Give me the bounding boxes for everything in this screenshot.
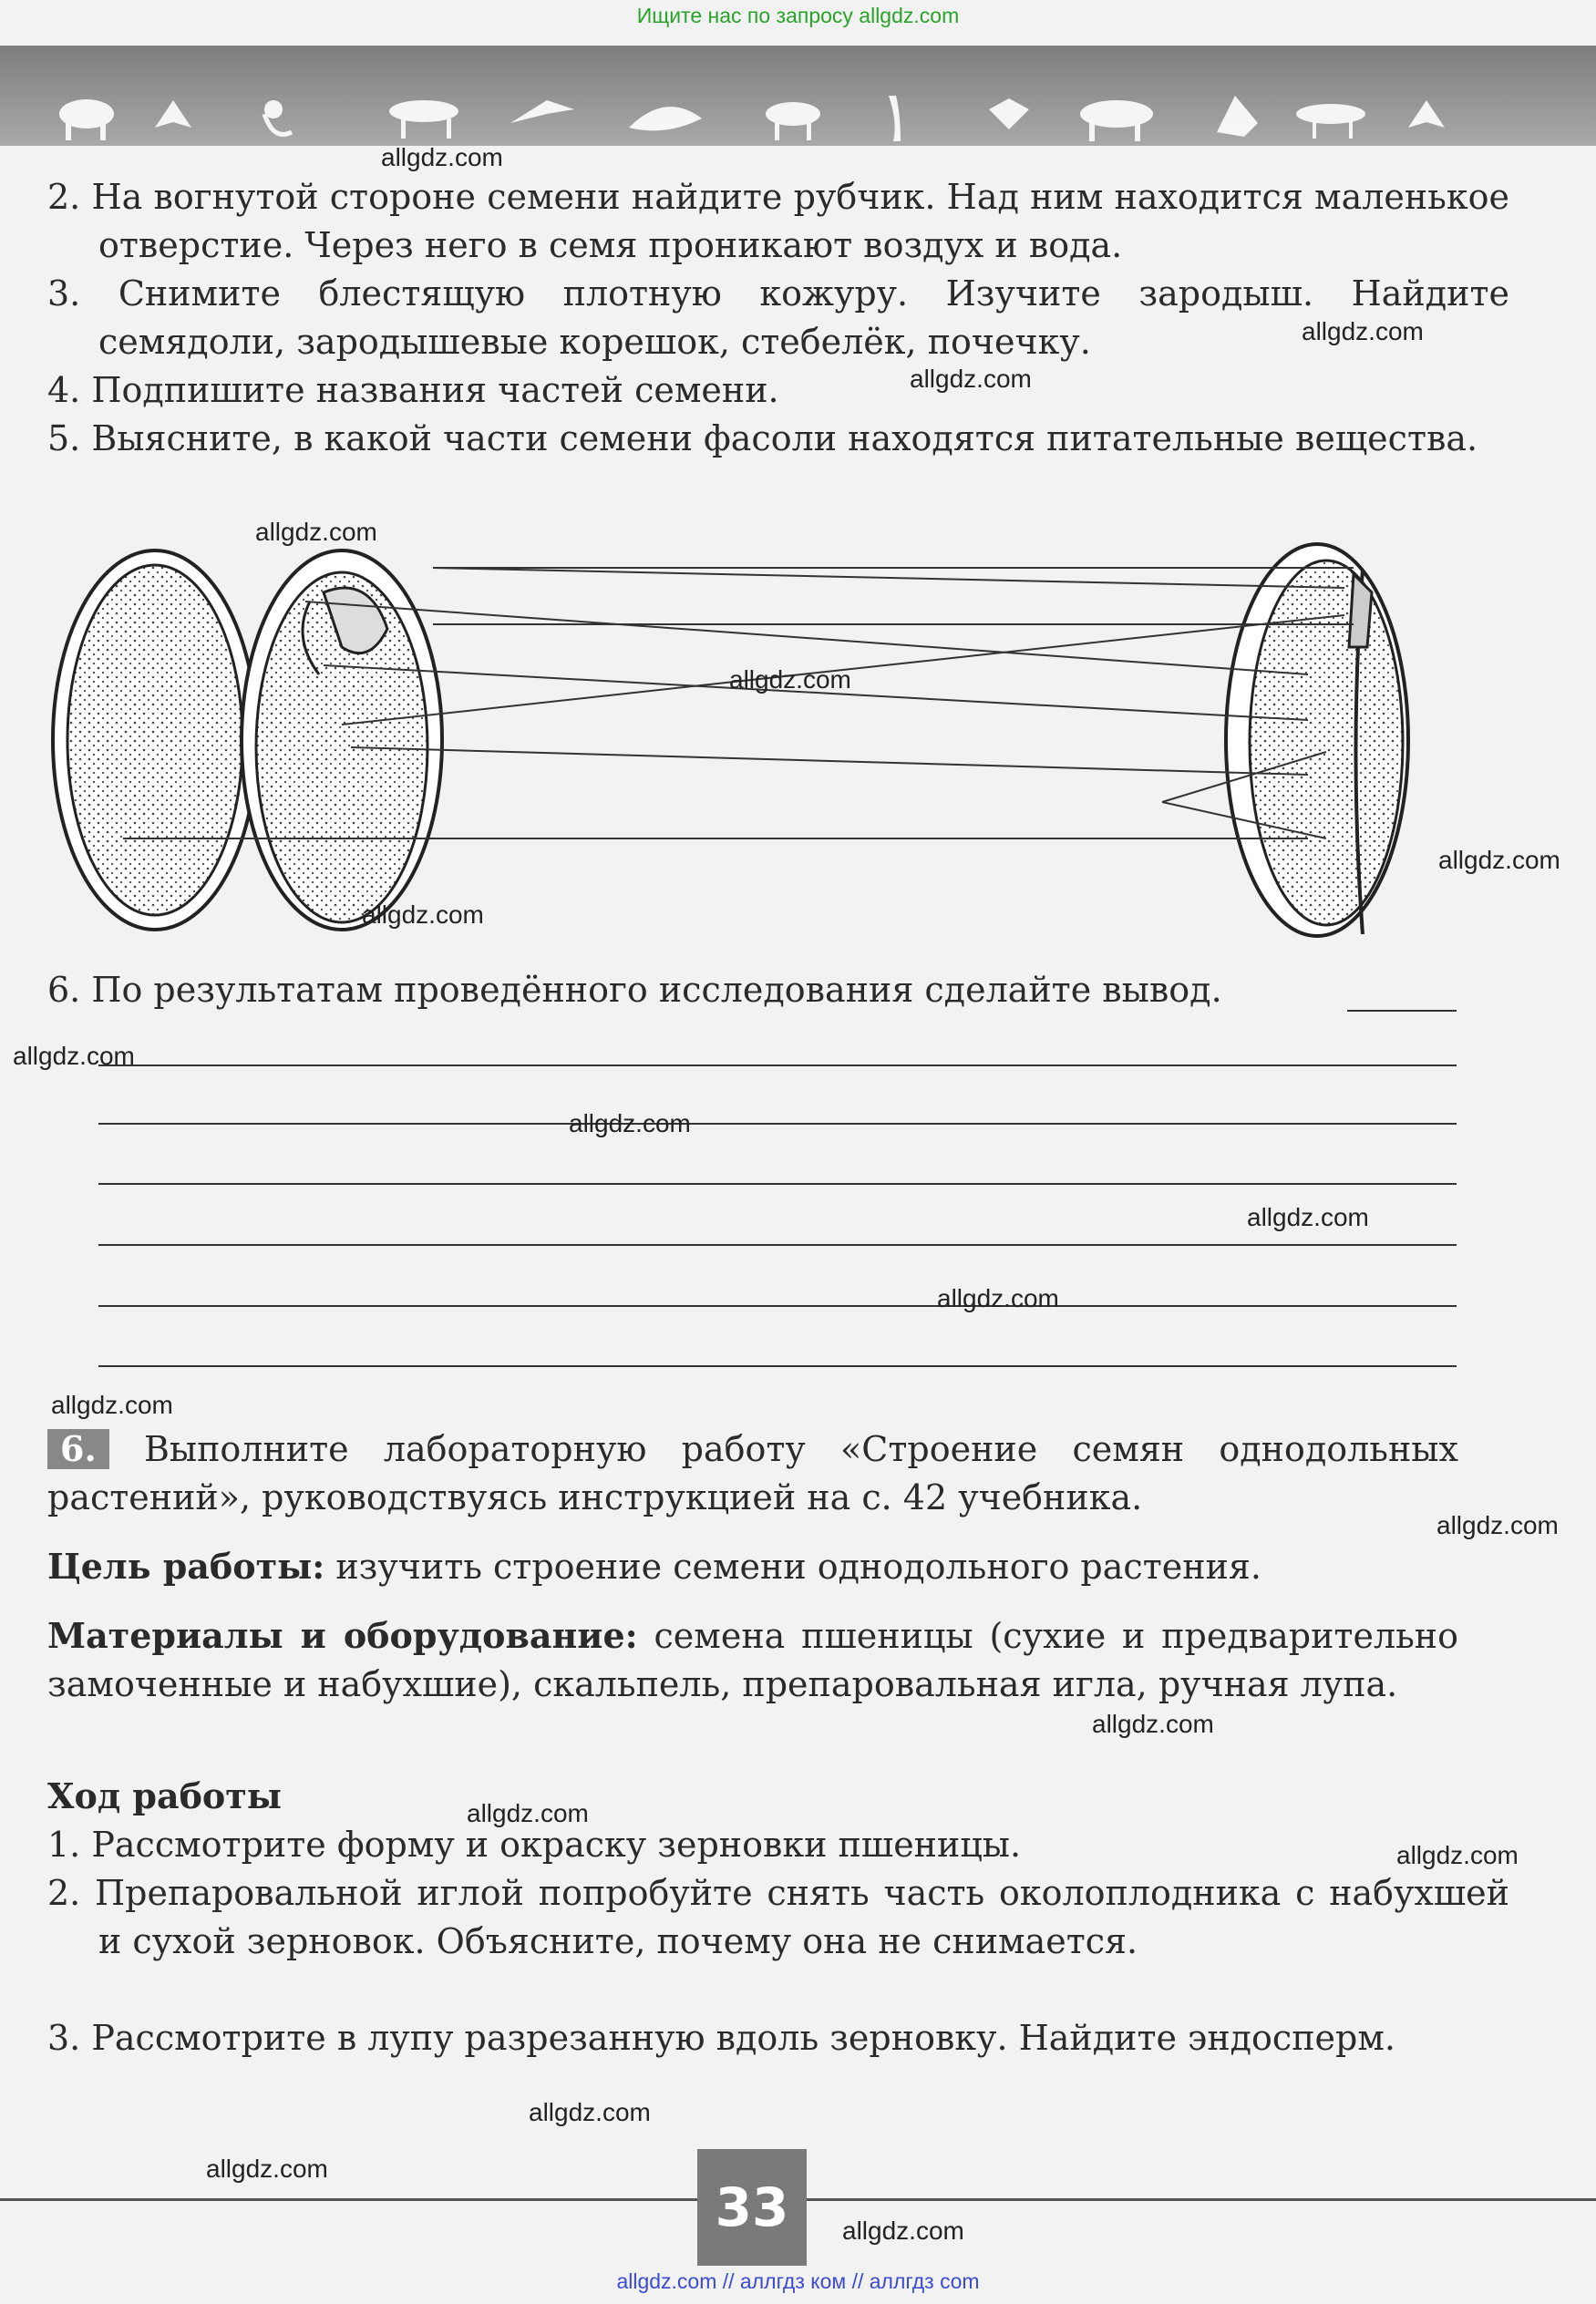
answer-line[interactable] <box>98 1183 1457 1185</box>
watermark: allgdz.com <box>1438 846 1560 874</box>
seed-figure <box>50 538 1472 975</box>
watermark: allgdz.com <box>937 1284 1059 1312</box>
watermark: allgdz.com <box>842 2217 964 2245</box>
instruction-item-6: 6. По результатам проведённого исследования сделайте вывод. <box>47 970 1222 1010</box>
bean-seed-whole-icon <box>53 550 257 930</box>
watermark: allgdz.com <box>1092 1710 1214 1738</box>
watermark: allgdz.com <box>13 1042 135 1070</box>
watermark: allgdz.com <box>529 2098 651 2126</box>
materials-text: семена пшеницы (сухие и предварительно замоченные и набухшие), скальпель, препаровальная игла, ручная лупа. <box>47 1616 1458 1704</box>
instruction-item-4: 4. Подпишите названия частей семени. <box>47 370 779 410</box>
goal-paragraph <box>47 1542 1458 1591</box>
footer-links[interactable]: allgdz.com // аллгдз ком // аллгдз com <box>616 2269 980 2293</box>
watermark: allgdz.com <box>255 518 377 546</box>
watermark: allgdz.com <box>1302 317 1424 345</box>
watermark: allgdz.com <box>467 1799 589 1827</box>
answer-line[interactable] <box>1347 1010 1457 1012</box>
watermark: allgdz.com <box>569 1109 691 1137</box>
procedure-step-3: 3. Рассмотрите в лупу разрезанную вдоль зерновку. Найдите эндосперм. <box>47 2018 1395 2058</box>
instruction-item-3: 3. Снимите блестящую плотную кожуру. Изучите зародыш. Найдите семядоли, зародышевые корешок, стебелёк, почечку. <box>47 273 1509 362</box>
instruction-item-2: 2. На вогнутой стороне семени найдите рубчик. Над ним находится маленькое отверстие. Через него в семя проникают воздух и вода. <box>47 177 1509 265</box>
top-site-link[interactable]: Ищите нас по запросу allgdz.com <box>636 4 960 27</box>
bean-seed-open-icon <box>242 550 442 930</box>
procedure-heading: Ход работы <box>47 1775 282 1816</box>
instruction-item-5: 5. Выясните, в какой части семени фасоли находятся питательные вещества. <box>47 418 1478 458</box>
watermark: allgdz.com <box>362 900 484 929</box>
watermark: allgdz.com <box>381 143 503 171</box>
goal-label: Цель работы: <box>47 1546 325 1587</box>
procedure-step-2: 2. Препаровальной иглой попробуйте снять часть околоплодника с набухшей и сухой зерновок. Объясните, почему она не снимается. <box>47 1873 1509 1961</box>
goal-text: изучить строение семени однодольного растения. <box>335 1547 1261 1587</box>
procedure-step-1: 1. Рассмотрите форму и окраску зерновки пшеницы. <box>47 1825 1022 1865</box>
answer-line[interactable] <box>98 1065 1457 1066</box>
watermark: allgdz.com <box>1247 1203 1369 1231</box>
watermark: allgdz.com <box>1436 1511 1559 1539</box>
answer-line[interactable] <box>98 1305 1457 1307</box>
answer-line[interactable] <box>98 1244 1457 1246</box>
task-6-text: Выполните лабораторную работу «Строение семян однодольных растений», руководствуясь инструкцией на с. 42 учебника. <box>47 1429 1458 1517</box>
answer-line[interactable] <box>98 1123 1457 1125</box>
watermark: allgdz.com <box>729 665 851 694</box>
materials-paragraph <box>47 1611 1458 1709</box>
wheat-grain-icon <box>1226 544 1408 936</box>
page-number: 33 <box>697 2149 807 2266</box>
task-number-badge: 6. <box>47 1429 109 1469</box>
watermark: allgdz.com <box>206 2155 328 2183</box>
task-6 <box>47 1425 1458 1522</box>
animal-silhouettes-icon <box>0 46 1596 146</box>
answer-line[interactable] <box>98 1365 1457 1367</box>
watermark: allgdz.com <box>910 365 1032 393</box>
watermark: allgdz.com <box>51 1391 173 1419</box>
watermark: allgdz.com <box>1396 1841 1519 1869</box>
materials-label: Материалы и оборудование: <box>47 1615 638 1656</box>
animal-banner <box>0 46 1596 146</box>
